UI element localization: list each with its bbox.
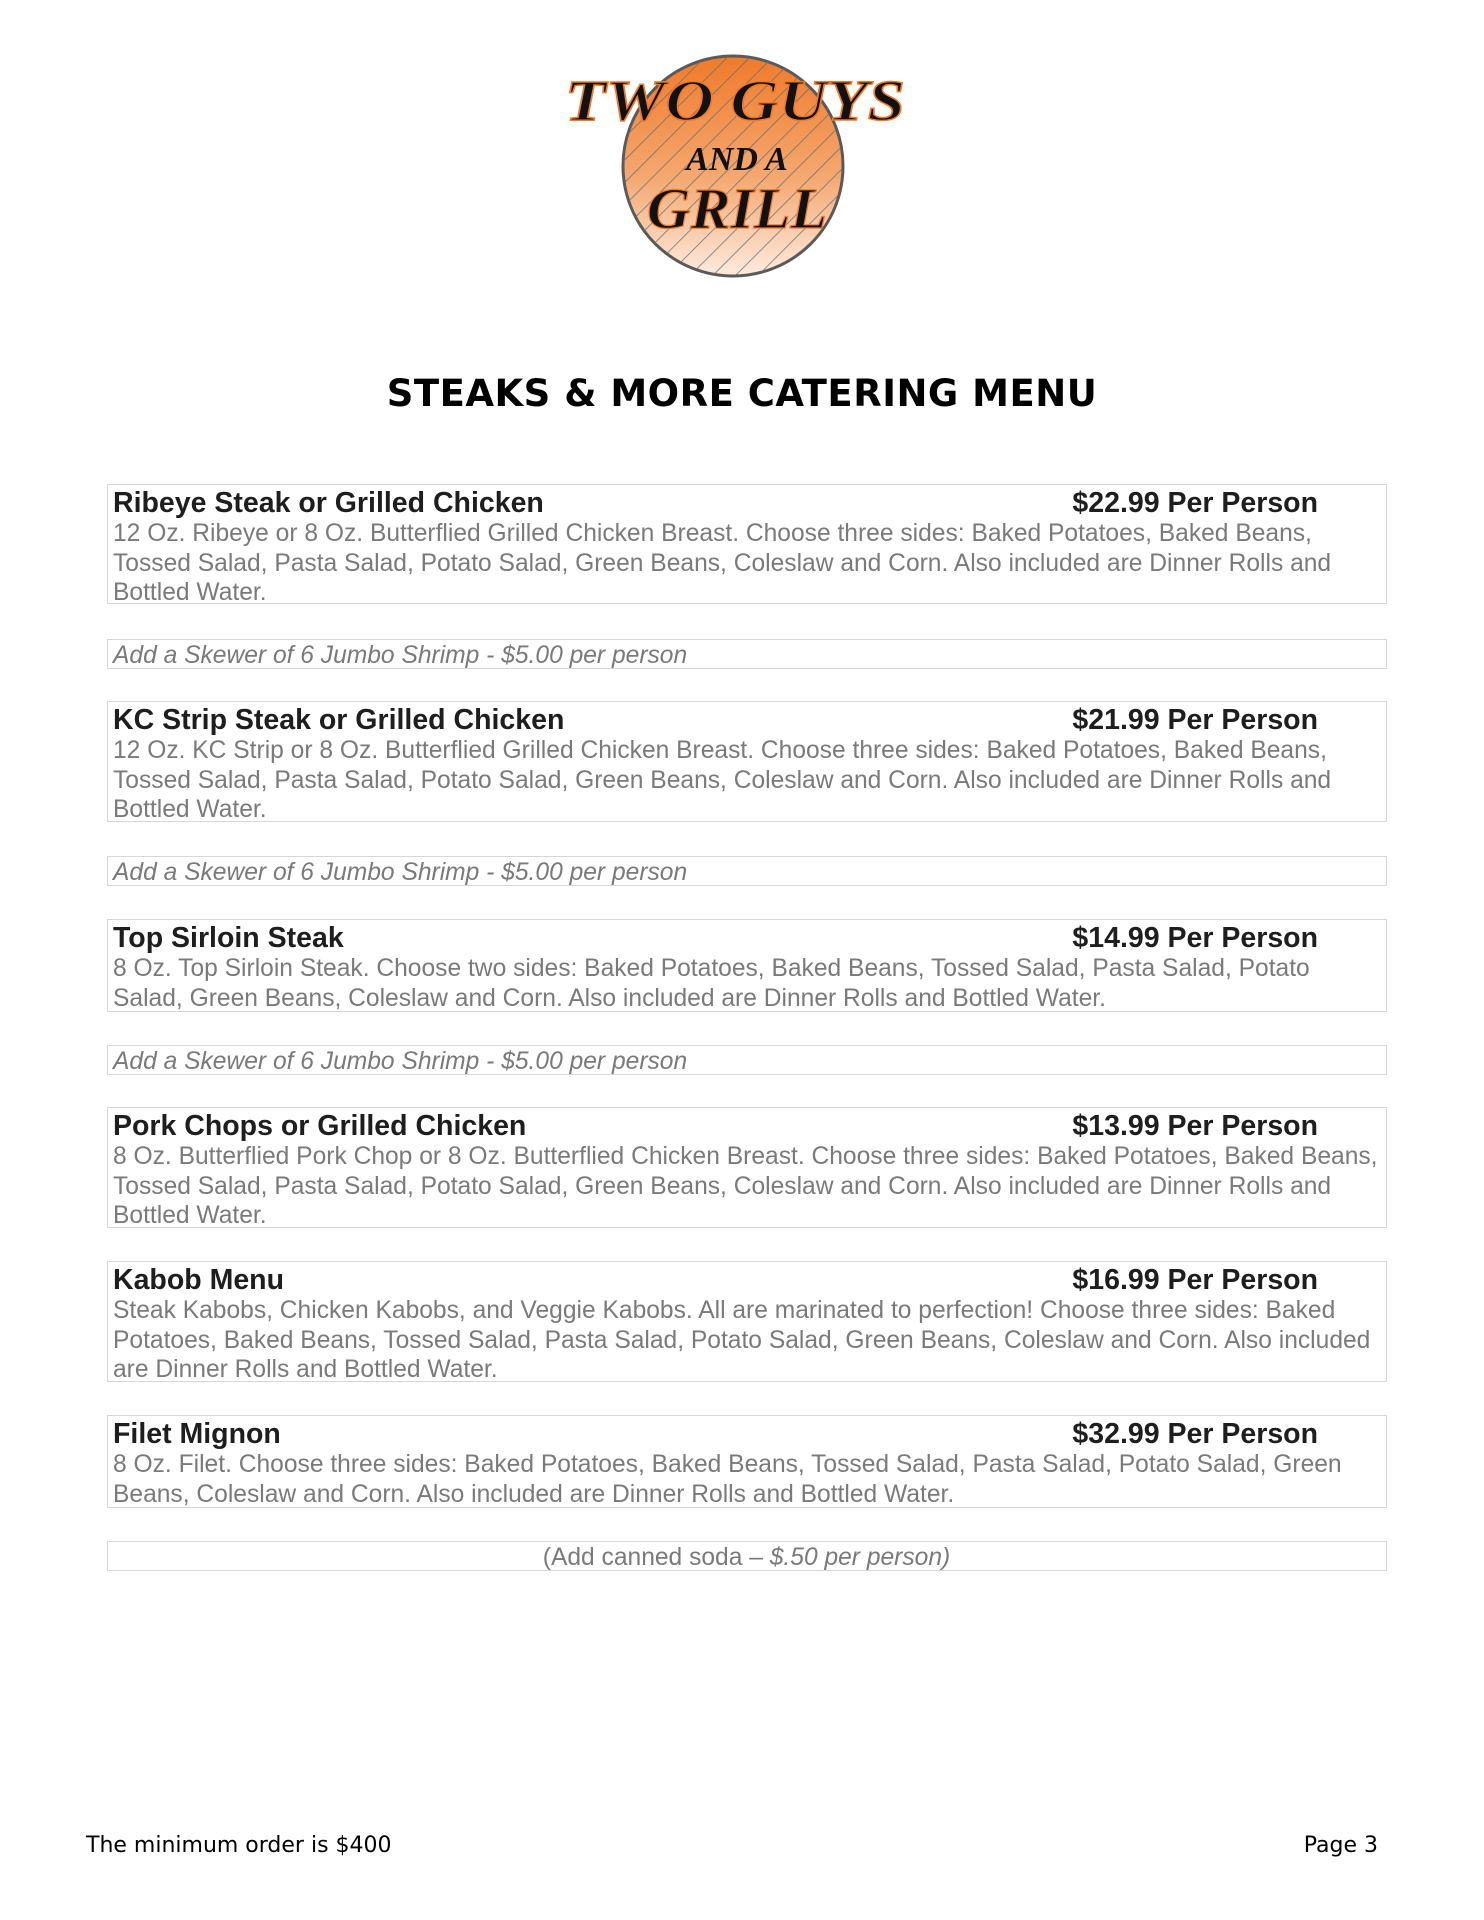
- addon-shrimp-ribeye: [107, 639, 1387, 669]
- item-price: $22.99 Per Person: [1072, 487, 1318, 519]
- item-price: $14.99 Per Person: [1072, 922, 1318, 954]
- menu-item-kc-strip: [107, 701, 1387, 822]
- item-name: Top Sirloin Steak: [113, 922, 344, 954]
- logo-line-2: AND A: [686, 141, 788, 178]
- menu-item-kabob: [107, 1261, 1387, 1382]
- menu-item-top-sirloin: [107, 919, 1387, 1012]
- soda-price: $.50 per person): [769, 1544, 951, 1571]
- logo-line-1: TWO GUYS: [565, 68, 905, 133]
- addon-text: Add a Skewer of 6 Jumbo Shrimp - $5.00 per person: [113, 1048, 688, 1075]
- soda-prefix: (Add canned soda –: [542, 1544, 770, 1571]
- addon-text: Add a Skewer of 6 Jumbo Shrimp - $5.00 per person: [113, 642, 688, 669]
- item-price: $32.99 Per Person: [1072, 1418, 1318, 1450]
- minimum-order-note: The minimum order is $400: [86, 1833, 392, 1858]
- item-description: 8 Oz. Filet. Choose three sides: Baked Potatoes, Baked Beans, Tossed Salad, Pasta Salad, Potato Salad, Green Beans, Coleslaw and Corn. Also included are Dinner Rolls and Bottled Water.: [113, 1451, 1342, 1508]
- item-description: 12 Oz. Ribeye or 8 Oz. Butterflied Grilled Chicken Breast. Choose three sides: Baked Potatoes, Baked Beans, Tossed Salad, Pasta Salad, Potato Salad, Green Beans, Coleslaw and Corn. Also included are Dinner Rolls and Bottled Water.: [113, 520, 1332, 606]
- item-price: $21.99 Per Person: [1072, 704, 1318, 736]
- addon-canned-soda: [107, 1541, 1387, 1571]
- addon-text: Add a Skewer of 6 Jumbo Shrimp - $5.00 per person: [113, 859, 688, 886]
- page-title: STEAKS & MORE CATERING MENU: [386, 372, 1098, 415]
- item-name: Ribeye Steak or Grilled Chicken: [113, 487, 544, 519]
- item-description: 8 Oz. Top Sirloin Steak. Choose two sides: Baked Potatoes, Baked Beans, Tossed Salad, Pasta Salad, Potato Salad, Green Beans, Coleslaw and Corn. Also included are Dinner Rolls and Bottled Water.: [113, 955, 1310, 1012]
- menu-item-filet-mignon: [107, 1415, 1387, 1508]
- item-description: 12 Oz. KC Strip or 8 Oz. Butterflied Grilled Chicken Breast. Choose three sides: Baked Potatoes, Baked Beans, Tossed Salad, Pasta Salad, Potato Salad, Green Beans, Coleslaw and Corn. Also included are Dinner Rolls and Bottled Water.: [113, 737, 1332, 823]
- menu-item-pork-chops: [107, 1107, 1387, 1228]
- addon-shrimp-top-sirloin: [107, 1045, 1387, 1075]
- item-name: KC Strip Steak or Grilled Chicken: [113, 704, 565, 736]
- item-description: Steak Kabobs, Chicken Kabobs, and Veggie Kabobs. All are marinated to perfection! Choose three sides: Baked Potatoes, Baked Beans, Tossed Salad, Pasta Salad, Potato Salad, Green Beans, Coleslaw and Corn. Also included are Dinner Rolls and Bottled Water.: [113, 1297, 1371, 1383]
- logo-line-3: GRILL: [647, 176, 827, 241]
- addon-shrimp-kc-strip: [107, 856, 1387, 886]
- item-name: Kabob Menu: [113, 1264, 284, 1296]
- item-price: $13.99 Per Person: [1072, 1110, 1318, 1142]
- two-guys-and-a-grill-logo: [555, 48, 915, 288]
- menu-item-ribeye: [107, 484, 1387, 604]
- item-description: 8 Oz. Butterflied Pork Chop or 8 Oz. Butterflied Chicken Breast. Choose three sides: Baked Potatoes, Baked Beans, Tossed Salad, Pasta Salad, Potato Salad, Green Beans, Coleslaw and Corn. Also included are Dinner Rolls and Bottled Water.: [113, 1143, 1378, 1229]
- soda-text: [113, 1544, 1380, 1572]
- item-name: Filet Mignon: [113, 1418, 281, 1450]
- page-number: Page 3: [1303, 1833, 1378, 1858]
- item-price: $16.99 Per Person: [1072, 1264, 1318, 1296]
- item-name: Pork Chops or Grilled Chicken: [113, 1110, 527, 1142]
